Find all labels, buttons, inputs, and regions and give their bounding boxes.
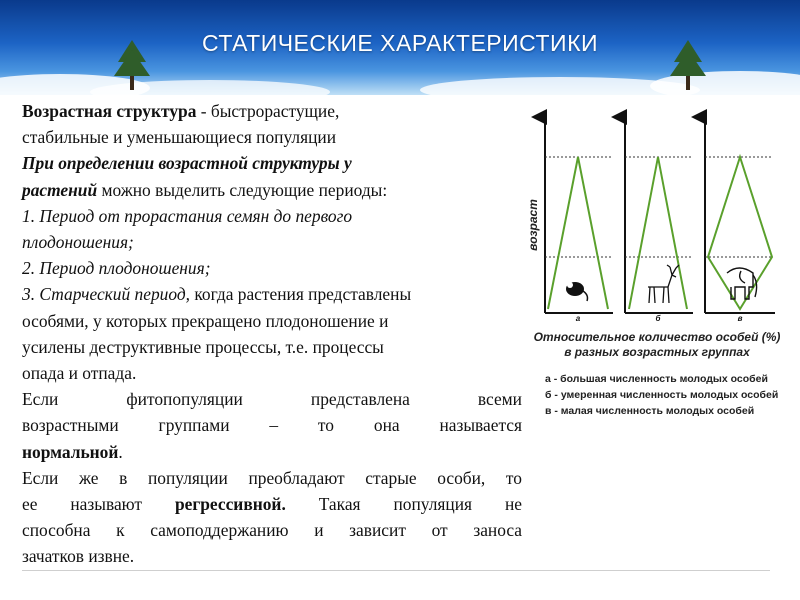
text-line: Если же в популяции преобладают старые особи, то [22,467,522,488]
rodent-icon [566,282,588,301]
legend-item: б - умеренная численность молодых особей [545,389,779,401]
term-regressive: регрессивной. [174,494,286,515]
panel-letter: б [655,314,661,323]
x-axis-label: Относительное количество особей (%) [533,330,780,344]
period-3: 3. Старческий период, когда растения представлены [22,284,412,305]
term-age-structure: Возрастная структура [22,101,197,121]
panel-b [625,117,693,323]
panel-c [705,117,775,323]
term-normal: нормальной [22,441,119,462]
text-line: опада и отпада. [22,363,137,384]
panel-a [545,117,613,323]
text-line: ее называют регрессивной. Такая популяция не [22,494,522,515]
x-axis-label-2: в разных возрастных группах [564,345,750,359]
period-1-cont: плодоношения; [22,232,134,253]
text-line: При определении возрастной структуры у [22,153,352,174]
text-line: способна к самоподдержанию и зависит от заноса [22,520,522,541]
panel-letter: в [737,314,743,323]
text-line: усилены деструктивные процессы, т.е. процессы [22,336,384,357]
elephant-icon [727,268,757,299]
age-pyramid-figure [515,95,780,440]
text-line: особями, у которых прекращено плодоношение и [22,310,389,331]
slide-title: СТАТИЧЕСКИЕ ХАРАКТЕРИСТИКИ [201,30,599,56]
legend-item: а - большая численность молодых особей [545,373,768,385]
text-line: возрастными группами – то она называется [22,415,522,436]
deer-icon [648,265,679,303]
period-2: 2. Период плодоношения; [22,258,211,279]
body-text [22,98,522,570]
header-banner [0,0,800,95]
divider [22,570,770,571]
pyramid-outline [708,157,772,309]
text-line: зачатков извне. [22,546,135,567]
legend-item: в - малая численность молодых особей [545,405,755,417]
pyramid-outline [629,157,687,309]
period-1: 1. Период от прорастания семян до первого [22,205,353,226]
text-line: Если фитопопуляции представлена всеми [22,389,522,410]
text-line: нормальной. [22,441,123,462]
y-axis-label: возраст [526,199,540,251]
text-line: растений можно выделить следующие периоды: [22,179,388,200]
text-line: Возрастная структура - быстрорастущие, [22,101,340,121]
text-line: стабильные и уменьшающиеся популяции [22,127,337,148]
panel-letter: а [575,314,581,323]
